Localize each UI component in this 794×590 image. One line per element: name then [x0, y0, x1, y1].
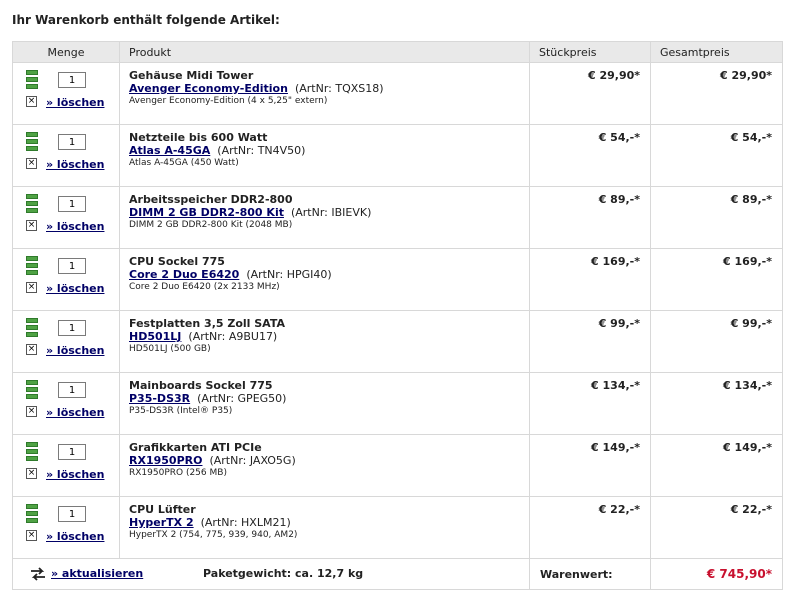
quantity-stepper-icon[interactable] [26, 132, 38, 152]
product-line [129, 206, 529, 219]
product-line [129, 268, 529, 281]
stepper-mid-bar [26, 139, 38, 144]
product-description: HyperTX 2 (754, 775, 939, 940, AM2) [129, 530, 298, 540]
stepper-mid-bar [26, 387, 38, 392]
product-category: Gehäuse Midi Tower [129, 69, 254, 82]
qty-cell [13, 435, 120, 497]
product-line [129, 330, 529, 343]
product-artnr: (ArtNr: HXLM21) [200, 516, 291, 529]
total-price: € 29,90* [651, 63, 783, 125]
unit-price: € 29,90* [530, 63, 651, 125]
quantity-input[interactable] [58, 506, 86, 522]
product-name-link[interactable]: Core 2 Duo E6420 [129, 268, 240, 281]
cart-item-row [13, 497, 783, 559]
product-description: Core 2 Duo E6420 (2x 2133 MHz) [129, 282, 280, 292]
product-name-link[interactable]: Avenger Economy-Edition [129, 82, 288, 95]
delete-button[interactable]: » löschen [46, 96, 105, 109]
qty-cell [13, 373, 120, 435]
product-category: Mainboards Sockel 775 [129, 379, 273, 392]
total-price: € 99,-* [651, 311, 783, 373]
cart-item-row [13, 249, 783, 311]
cart-footer-left [13, 559, 530, 590]
delete-button[interactable]: » löschen [46, 406, 105, 419]
stepper-up-bar[interactable] [26, 318, 38, 323]
quantity-input[interactable] [58, 72, 86, 88]
product-artnr: (ArtNr: JAXO5G) [209, 454, 296, 467]
quantity-stepper-icon[interactable] [26, 504, 38, 524]
column-header-total-price: Gesamtpreis [651, 42, 783, 63]
cart-item-row [13, 63, 783, 125]
product-name-link[interactable]: HyperTX 2 [129, 516, 194, 529]
product-category: CPU Lüfter [129, 503, 196, 516]
cart-item-row [13, 311, 783, 373]
product-line [129, 392, 529, 405]
cart-footer-row [13, 559, 783, 590]
delete-checkbox-icon[interactable]: × [27, 406, 36, 416]
product-name-link[interactable]: P35-DS3R [129, 392, 191, 405]
stepper-mid-bar [26, 325, 38, 330]
product-cell [120, 435, 530, 497]
delete-checkbox-icon[interactable]: × [27, 344, 36, 354]
product-category: Grafikkarten ATI PCIe [129, 441, 262, 454]
total-price: € 169,-* [651, 249, 783, 311]
stepper-mid-bar [26, 449, 38, 454]
stepper-up-bar[interactable] [26, 70, 38, 75]
stepper-up-bar[interactable] [26, 442, 38, 447]
qty-cell [13, 497, 120, 559]
stepper-mid-bar [26, 263, 38, 268]
product-artnr: (ArtNr: TN4V50) [217, 144, 306, 157]
delete-checkbox-icon[interactable]: × [27, 282, 36, 292]
stepper-mid-bar [26, 201, 38, 206]
product-description: Atlas A-45GA (450 Watt) [129, 158, 239, 168]
quantity-stepper-icon[interactable] [26, 194, 38, 214]
product-cell [120, 125, 530, 187]
product-description: RX1950PRO (256 MB) [129, 468, 227, 478]
delete-checkbox-icon[interactable]: × [27, 468, 36, 478]
cart-item-row [13, 435, 783, 497]
delete-checkbox-icon[interactable]: × [27, 220, 36, 230]
quantity-stepper-icon[interactable] [26, 380, 38, 400]
refresh-button[interactable]: » aktualisieren [51, 567, 144, 580]
product-name-link[interactable]: RX1950PRO [129, 454, 203, 467]
product-description: Avenger Economy-Edition (4 x 5,25" extern) [129, 96, 328, 106]
delete-button[interactable]: » löschen [46, 282, 105, 295]
product-artnr: (ArtNr: HPGI40) [246, 268, 332, 281]
column-header-qty: Menge [13, 42, 120, 63]
unit-price: € 134,-* [530, 373, 651, 435]
product-line [129, 454, 529, 467]
stepper-down-bar[interactable] [26, 84, 38, 89]
quantity-stepper-icon[interactable] [26, 70, 38, 90]
stepper-up-bar[interactable] [26, 504, 38, 509]
cart-total-label: Warenwert: [530, 559, 651, 590]
stepper-down-bar[interactable] [26, 208, 38, 213]
column-header-unit-price: Stückpreis [530, 42, 651, 63]
total-price: € 22,-* [651, 497, 783, 559]
quantity-input[interactable] [58, 196, 86, 212]
unit-price: € 169,-* [530, 249, 651, 311]
product-cell [120, 497, 530, 559]
product-category: Netzteile bis 600 Watt [129, 131, 268, 144]
delete-button[interactable]: » löschen [46, 468, 105, 481]
product-cell [120, 187, 530, 249]
package-weight: Paketgewicht: ca. 12,7 kg [203, 567, 364, 580]
quantity-input[interactable] [58, 320, 86, 336]
quantity-input[interactable] [58, 382, 86, 398]
cart-item-row [13, 373, 783, 435]
product-artnr: (ArtNr: IBIEVK) [290, 206, 372, 219]
product-cell [120, 373, 530, 435]
stepper-up-bar[interactable] [26, 132, 38, 137]
product-name-link[interactable]: Atlas A-45GA [129, 144, 211, 157]
product-cell [120, 311, 530, 373]
stepper-up-bar[interactable] [26, 380, 38, 385]
total-price: € 89,-* [651, 187, 783, 249]
total-price: € 149,-* [651, 435, 783, 497]
stepper-down-bar[interactable] [26, 270, 38, 275]
quantity-input[interactable] [58, 444, 86, 460]
qty-cell [13, 63, 120, 125]
stepper-up-bar[interactable] [26, 194, 38, 199]
stepper-down-bar[interactable] [26, 394, 38, 399]
delete-checkbox-icon[interactable]: × [27, 96, 36, 106]
total-price: € 134,-* [651, 373, 783, 435]
unit-price: € 54,-* [530, 125, 651, 187]
quantity-stepper-icon[interactable] [26, 442, 38, 462]
stepper-mid-bar [26, 511, 38, 516]
cart-header-row [13, 42, 783, 63]
qty-cell [13, 125, 120, 187]
product-line [129, 82, 529, 95]
delete-checkbox-icon[interactable]: × [27, 530, 36, 540]
product-description: HD501LJ (500 GB) [129, 344, 211, 354]
unit-price: € 149,-* [530, 435, 651, 497]
cart-item-row [13, 125, 783, 187]
product-artnr: (ArtNr: A9BU17) [188, 330, 278, 343]
delete-button[interactable]: » löschen [46, 220, 105, 233]
unit-price: € 22,-* [530, 497, 651, 559]
delete-button[interactable]: » löschen [46, 344, 105, 357]
page-title: Ihr Warenkorb enthält folgende Artikel: [12, 13, 280, 27]
cart-body [13, 63, 783, 559]
qty-cell [13, 311, 120, 373]
product-name-link[interactable]: DIMM 2 GB DDR2-800 Kit [129, 206, 284, 219]
stepper-mid-bar [26, 77, 38, 82]
product-description: DIMM 2 GB DDR2-800 Kit (2048 MB) [129, 220, 293, 230]
delete-button[interactable]: » löschen [46, 530, 105, 543]
product-line [129, 144, 529, 157]
product-category: CPU Sockel 775 [129, 255, 225, 268]
cart-item-row [13, 187, 783, 249]
stepper-down-bar[interactable] [26, 518, 38, 523]
delete-checkbox-icon[interactable]: × [27, 158, 36, 168]
total-price: € 54,-* [651, 125, 783, 187]
product-description: P35-DS3R (Intel® P35) [129, 406, 233, 416]
stepper-down-bar[interactable] [26, 456, 38, 461]
product-category: Festplatten 3,5 Zoll SATA [129, 317, 286, 330]
quantity-input[interactable] [58, 134, 86, 150]
qty-cell [13, 249, 120, 311]
product-artnr: (ArtNr: TQXS18) [294, 82, 384, 95]
refresh-arrows-icon[interactable] [29, 565, 47, 583]
quantity-input[interactable] [58, 258, 86, 274]
unit-price: € 99,-* [530, 311, 651, 373]
product-cell [120, 249, 530, 311]
qty-cell [13, 187, 120, 249]
stepper-down-bar[interactable] [26, 146, 38, 151]
product-cell [120, 63, 530, 125]
quantity-stepper-icon[interactable] [26, 318, 38, 338]
product-name-link[interactable]: HD501LJ [129, 330, 182, 343]
cart-table [12, 41, 783, 590]
product-category: Arbeitsspeicher DDR2-800 [129, 193, 293, 206]
product-artnr: (ArtNr: GPEG50) [197, 392, 287, 405]
column-header-product: Produkt [120, 42, 530, 63]
stepper-up-bar[interactable] [26, 256, 38, 261]
stepper-down-bar[interactable] [26, 332, 38, 337]
cart-total-value: € 745,90* [651, 559, 783, 590]
product-line [129, 516, 529, 529]
delete-button[interactable]: » löschen [46, 158, 105, 171]
quantity-stepper-icon[interactable] [26, 256, 38, 276]
unit-price: € 89,-* [530, 187, 651, 249]
